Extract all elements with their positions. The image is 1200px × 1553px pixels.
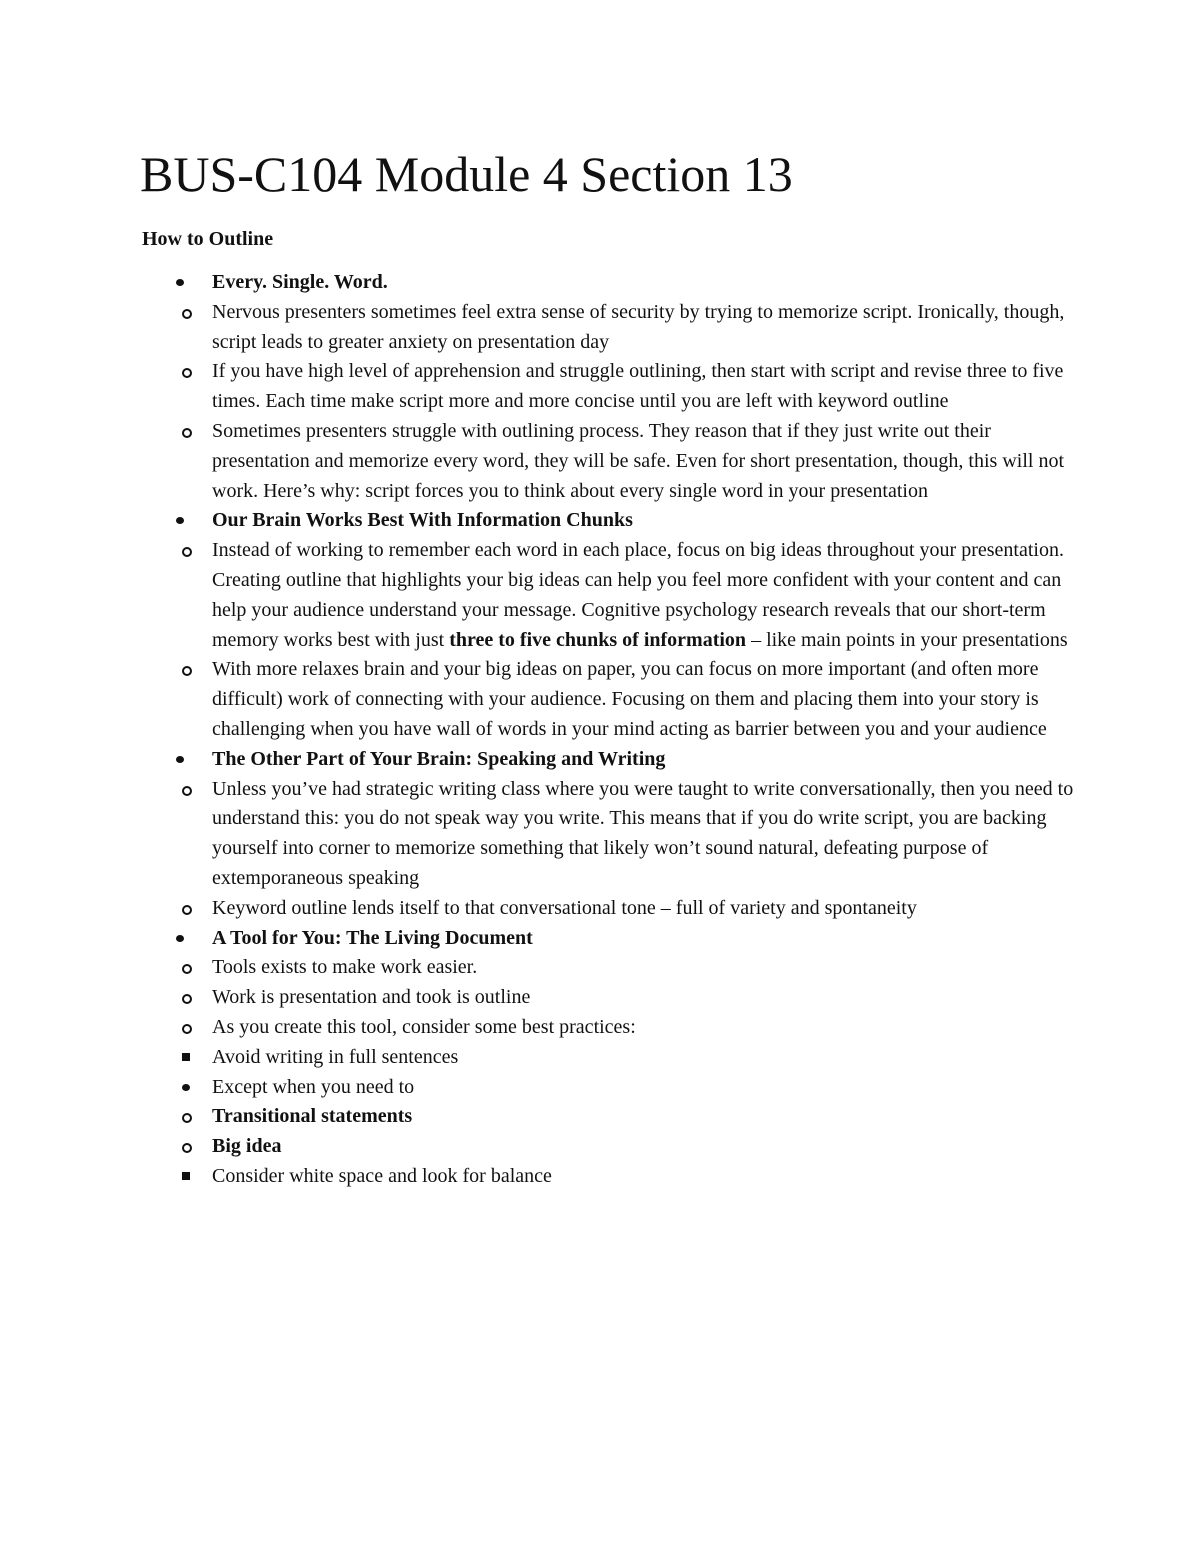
outline-section-title: A Tool for You: The Living Document	[212, 926, 533, 949]
outline-point	[212, 775, 1092, 894]
bullet-circle-icon	[182, 547, 192, 557]
outline-section-title: Our Brain Works Best With Information Chunks	[212, 509, 633, 532]
outline-point-text: Nervous presenters sometimes feel extra sense of security by trying to memorize script. Ironically, though, script leads to greater anxiety on presentation day	[212, 300, 1065, 353]
bullet-dot-icon	[176, 935, 184, 942]
outline-point	[212, 357, 1092, 417]
outline-point-text: Keyword outline lends itself to that conversational tone – full of variety and spontaneity	[212, 896, 917, 919]
bullet-circle-icon	[182, 368, 192, 378]
exception-subitem-text: Big idea	[212, 1135, 282, 1158]
bullet-circle-icon	[182, 1024, 192, 1034]
outline-point	[212, 894, 1092, 924]
outline-point-text: Tools exists to make work easier.	[212, 956, 478, 979]
exception-text: Except when you need to	[212, 1075, 415, 1098]
outline-sublist	[212, 953, 1092, 1191]
outline-point-text: Work is presentation and took is outline	[212, 986, 531, 1009]
bullet-dot-icon	[176, 756, 184, 763]
outline-point-text: With more relaxes brain and your big ideas on paper, you can focus on more important (and often more difficult) work of connecting with your audience. Focusing on them and placing them into your story is challenging when you have wall of words in your mind acting as barrier between you and your audience	[212, 658, 1047, 740]
best-practice-text: Avoid writing in full sentences	[212, 1045, 459, 1068]
bullet-circle-icon	[182, 309, 192, 319]
bullet-dot-icon	[176, 517, 184, 524]
exception-subitem	[212, 1102, 1092, 1132]
bullet-square-icon	[182, 1053, 190, 1061]
outline-sublist	[212, 536, 1092, 745]
outline-section	[212, 745, 1092, 924]
exception-subitem	[212, 1132, 1092, 1162]
bullet-square-icon	[182, 1172, 190, 1180]
outline-section-title: Every. Single. Word.	[212, 271, 388, 293]
best-practice-item	[212, 1162, 1092, 1192]
document-title: BUS-C104 Module 4 Section 13	[140, 146, 793, 202]
exception-subitem-text: Transitional statements	[212, 1105, 413, 1128]
outline-sublist	[212, 298, 1092, 507]
bullet-dot-icon	[182, 1084, 190, 1091]
outline-point-text: – like main points in your presentations	[746, 628, 1068, 651]
outline-point	[212, 536, 1092, 655]
bullet-circle-icon	[182, 964, 192, 974]
best-practice-item	[212, 1043, 1092, 1162]
exception-list	[212, 1073, 1092, 1162]
bullet-circle-icon	[182, 428, 192, 438]
bullet-circle-icon	[182, 666, 192, 676]
bullet-circle-icon	[182, 1143, 192, 1153]
outline-point	[212, 1013, 1092, 1192]
outline-point-text: If you have high level of apprehension and struggle outlining, then start with script and revise three to five times. Each time make script more and more concise until you are left with keyword outline	[212, 360, 1064, 413]
outline-section	[212, 924, 1092, 1192]
outline-point	[212, 298, 1092, 358]
outline-point-emphasis: three to five chunks of information	[449, 628, 747, 651]
bullet-circle-icon	[182, 786, 192, 796]
bullet-circle-icon	[182, 994, 192, 1004]
exception-sublist	[212, 1102, 1092, 1162]
outline-point	[212, 655, 1092, 744]
outline-section	[212, 506, 1092, 744]
section-heading: How to Outline	[142, 228, 274, 250]
bullet-circle-icon	[182, 1113, 192, 1123]
best-practice-text: Consider white space and look for balance	[212, 1164, 552, 1187]
outline-list	[212, 268, 1092, 1192]
outline-point-text: Sometimes presenters struggle with outlining process. They reason that if they just write out their presentation and memorize every word, they will be safe. Even for short presentation, though, this will not work. Here’s why: script forces you to think about every single word in your presentation	[212, 419, 1065, 502]
outline-section-title: The Other Part of Your Brain: Speaking and Writing	[212, 747, 666, 770]
bullet-circle-icon	[182, 905, 192, 915]
outline-point-text: As you create this tool, consider some best practices:	[212, 1015, 636, 1038]
outline-point-text: Unless you’ve had strategic writing class where you were taught to write conversationally, then you need to understand this: you do not speak way you write. This means that if you do write script, you are backing yourself into corner to memorize something that likely won’t sound natural, defeating purpose of extemporaneous speaking	[212, 777, 1074, 889]
outline-sublist	[212, 775, 1092, 924]
outline-point	[212, 983, 1092, 1013]
outline-section	[212, 268, 1092, 506]
outline-point-text: Instead of working to remember each word in each place, focus on big ideas throughout your presentation. Creating outline that highlights your big ideas can help you feel more confident with your content and can help your audience understand your message. Cognitive psychology research reveals that our short-term memory works best with just	[212, 539, 1064, 651]
outline-point	[212, 417, 1092, 506]
bullet-dot-icon	[176, 279, 184, 286]
outline-point	[212, 953, 1092, 983]
exception-item	[212, 1073, 1092, 1162]
best-practices-list	[212, 1043, 1092, 1192]
